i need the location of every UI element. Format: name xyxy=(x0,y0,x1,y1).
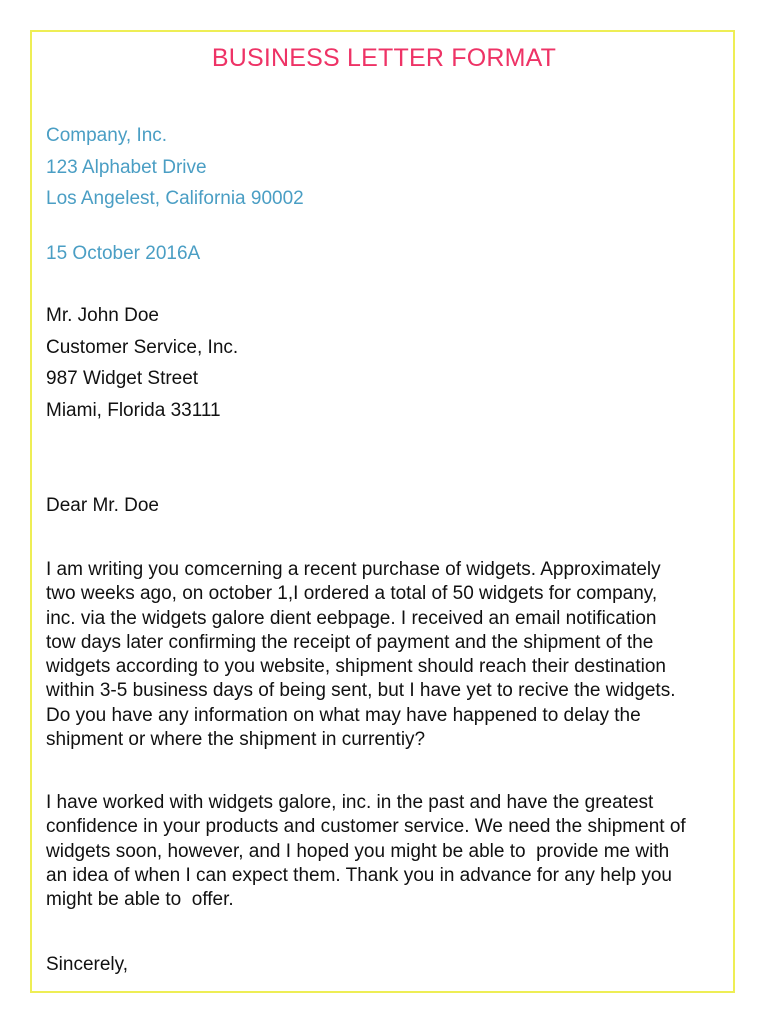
closing: Sincerely, xyxy=(46,954,129,975)
recipient-address xyxy=(46,300,238,426)
salutation: Dear Mr. Doe xyxy=(46,495,159,516)
paragraph-line: I have worked with widgets galore, inc. in the past and have the greatest xyxy=(46,792,654,813)
letter-date: 15 October 2016A xyxy=(46,243,201,264)
recipient-company: Customer Service, Inc. xyxy=(46,336,239,358)
paragraph-line: within 3-5 business days of being sent, but I have yet to recive the widgets. xyxy=(46,680,676,702)
body-paragraph-2 xyxy=(46,791,736,912)
recipient-city: Miami, Florida 33111 xyxy=(46,399,221,421)
paragraph-line: I am writing you comcerning a recent purchase of widgets. Approximately xyxy=(46,559,661,580)
recipient-name: Mr. John Doe xyxy=(46,305,159,326)
paragraph-line: an idea of when I can expect them. Thank you in advance for any help you xyxy=(46,864,672,886)
paragraph-line: widgets soon, however, and I hoped you might be able to provide me with xyxy=(46,840,670,862)
paragraph-line: Do you have any information on what may have happened to delay the xyxy=(46,704,641,726)
sender-city: Los Angelest, California 90002 xyxy=(46,188,304,209)
paragraph-line: might be able to offer. xyxy=(46,889,234,911)
page-title: BUSINESS LETTER FORMAT xyxy=(211,44,557,72)
body-paragraph-1 xyxy=(46,558,736,752)
paragraph-line: widgets according to you website, shipment should reach their destination xyxy=(46,656,666,678)
sender-company: Company, Inc. xyxy=(46,125,168,146)
paragraph-line: two weeks ago, on october 1,I ordered a total of 50 widgets for company, xyxy=(46,583,658,605)
sender-address xyxy=(46,120,304,215)
sender-street: 123 Alphabet Drive xyxy=(46,156,207,178)
paragraph-line: inc. via the widgets galore dient eebpage. I received an email notification xyxy=(46,607,657,629)
recipient-street: 987 Widget Street xyxy=(46,368,199,389)
paragraph-line: tow days later confirming the receipt of payment and the shipment of the xyxy=(46,631,654,653)
paragraph-line: confidence in your products and customer service. We need the shipment of xyxy=(46,816,686,838)
paragraph-line: shipment or where the shipment in currentiy? xyxy=(46,729,426,751)
